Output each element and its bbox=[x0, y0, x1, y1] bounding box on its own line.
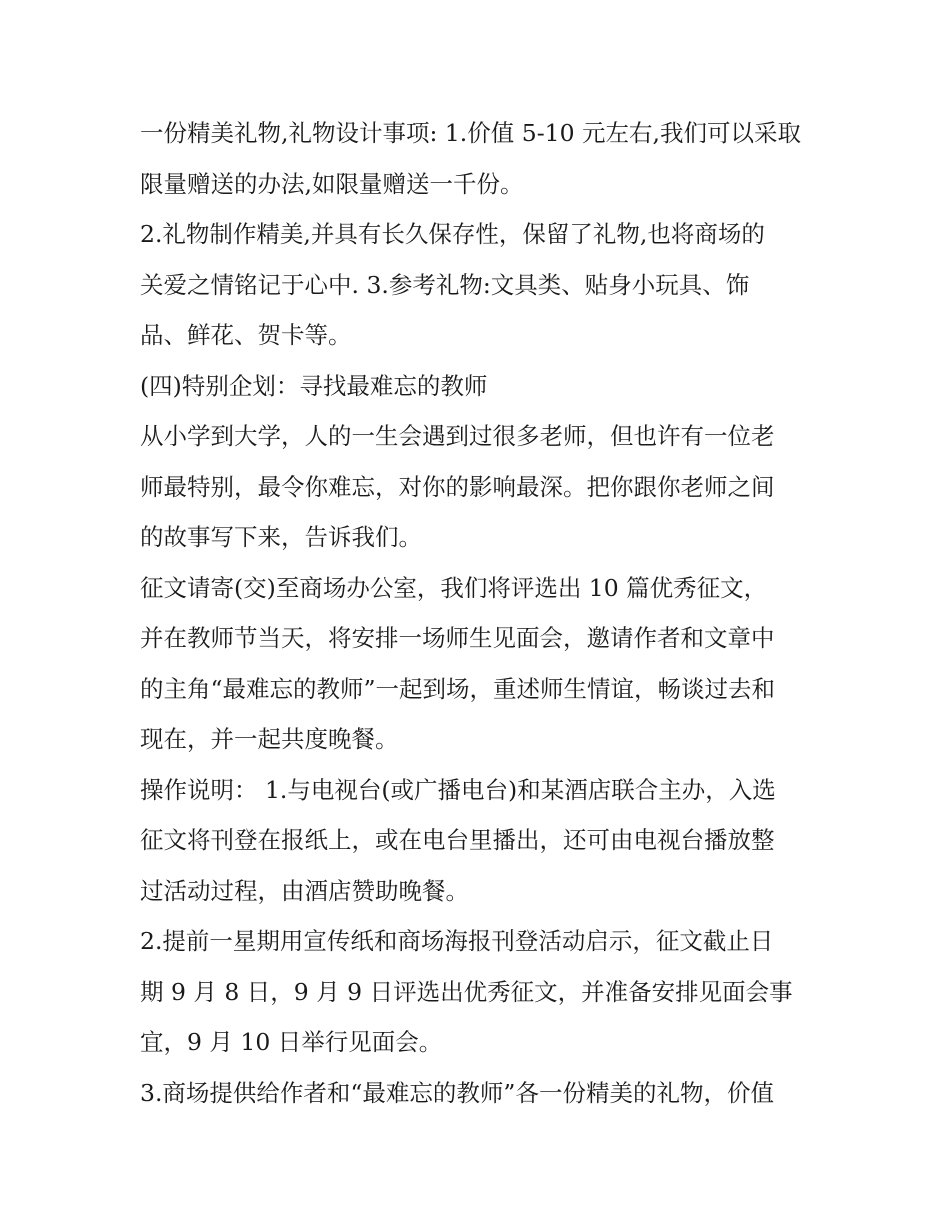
text-line-1: 一份精美礼物,礼物设计事项: 1.价值 5-10 元左右,我们可以采取 bbox=[140, 119, 801, 147]
text-line-7: 从小学到大学，人的一生会遇到过很多老师，但也许有一位老 bbox=[140, 422, 775, 450]
text-line-20: 3.商场提供给作者和“最难忘的教师”各一份精美的礼物，价值 bbox=[140, 1078, 774, 1107]
text-line-2: 限量赠送的办法,如限量赠送一千份。 bbox=[140, 169, 524, 198]
section-heading: (四)特别企划：寻找最难忘的教师 bbox=[140, 371, 488, 400]
text-line-16: 过活动过程，由酒店赞助晚餐。 bbox=[140, 876, 469, 905]
text-line-15: 征文将刊登在报纸上，或在电台里播出，还可由电视台播放整 bbox=[140, 826, 775, 854]
text-line-14: 操作说明： 1.与电视台(或广播电台)和某酒店联合主办，入选 bbox=[140, 775, 776, 804]
text-line-17: 2.提前一星期用宣传纸和商场海报刊登活动启示，征文截止日 bbox=[140, 927, 774, 955]
text-line-13: 现在，并一起共度晚餐。 bbox=[140, 725, 399, 753]
text-line-5: 品、鲜花、贺卡等。 bbox=[140, 321, 352, 349]
text-line-18: 期 9 月 8 日，9 月 9 日评选出优秀征文，并准备安排见面会事 bbox=[140, 977, 793, 1006]
text-line-19: 宜，9 月 10 日举行见面会。 bbox=[140, 1028, 443, 1056]
body-text bbox=[140, 108, 830, 1118]
text-line-9: 的故事写下来，告诉我们。 bbox=[140, 523, 422, 551]
text-line-4: 关爱之情铭记于心中. 3.参考礼物:文具类、贴身小玩具、饰 bbox=[140, 270, 750, 299]
text-line-3: 2.礼物制作精美,并具有长久保存性，保留了礼物,也将商场的 bbox=[140, 220, 765, 248]
text-line-8: 师最特别，最令你难忘，对你的影响最深。把你跟你老师之间 bbox=[140, 472, 775, 501]
text-line-11: 并在教师节当天，将安排一场师生见面会，邀请作者和文章中 bbox=[140, 624, 775, 652]
text-line-12: 的主角“最难忘的教师”一起到场，重述师生情谊，畅谈过去和 bbox=[140, 674, 776, 703]
text-line-10: 征文请寄(交)至商场办公室，我们将评选出 10 篇优秀征文， bbox=[140, 573, 768, 602]
